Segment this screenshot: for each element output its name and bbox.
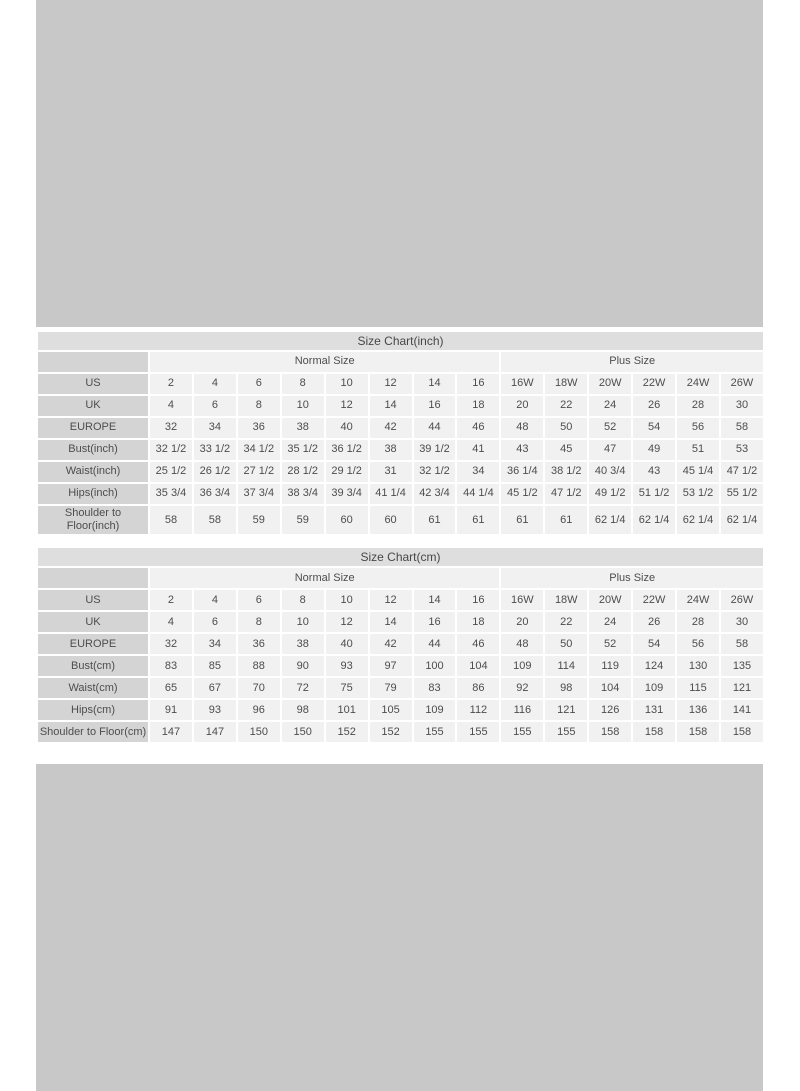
size-cell: 61 <box>457 506 499 534</box>
size-cell: 27 1/2 <box>238 462 280 482</box>
table-row <box>38 548 763 566</box>
size-cell: 52 <box>589 418 631 438</box>
size-cell: 101 <box>326 700 368 720</box>
table-row <box>38 332 763 350</box>
size-cell: 109 <box>501 656 543 676</box>
size-cell: 20 <box>501 396 543 416</box>
size-cell: 44 1/4 <box>457 484 499 504</box>
size-cell: 12 <box>370 374 412 394</box>
size-cell: 116 <box>501 700 543 720</box>
size-cell: 30 <box>721 396 763 416</box>
size-cell: 8 <box>282 590 324 610</box>
size-cell: 34 <box>194 634 236 654</box>
size-cell: 20 <box>501 612 543 632</box>
size-cell: 49 1/2 <box>589 484 631 504</box>
size-cell: 26W <box>721 374 763 394</box>
table-row <box>38 678 763 698</box>
size-cell: 34 <box>457 462 499 482</box>
size-cell: 24W <box>677 590 719 610</box>
size-cell: 30 <box>721 612 763 632</box>
size-cell: 41 1/4 <box>370 484 412 504</box>
size-cell: 28 <box>677 396 719 416</box>
size-cell: 36 <box>238 634 280 654</box>
size-cell: 53 1/2 <box>677 484 719 504</box>
size-cell: 48 <box>501 634 543 654</box>
size-cell: 115 <box>677 678 719 698</box>
size-cell: 75 <box>326 678 368 698</box>
size-cell: 36 3/4 <box>194 484 236 504</box>
size-cell: 59 <box>238 506 280 534</box>
size-cell: 24W <box>677 374 719 394</box>
size-cell: 32 <box>150 634 192 654</box>
size-cell: 58 <box>150 506 192 534</box>
size-cell: 6 <box>238 374 280 394</box>
size-cell: 36 1/2 <box>326 440 368 460</box>
size-cell: 18 <box>457 396 499 416</box>
size-cell: 98 <box>545 678 587 698</box>
corner-cell <box>38 352 148 372</box>
size-cell: 47 1/2 <box>545 484 587 504</box>
size-cell: 26 <box>633 612 675 632</box>
size-cell: 16 <box>414 396 456 416</box>
size-cell: 16W <box>501 590 543 610</box>
size-cell: 53 <box>721 440 763 460</box>
size-cell: 22W <box>633 590 675 610</box>
size-cell: 10 <box>282 396 324 416</box>
size-cell: 86 <box>457 678 499 698</box>
row-label: EUROPE <box>38 634 148 654</box>
table-title: Size Chart(cm) <box>38 548 763 566</box>
size-cell: 45 1/4 <box>677 462 719 482</box>
row-label: Bust(inch) <box>38 440 148 460</box>
size-cell: 98 <box>282 700 324 720</box>
size-cell: 16W <box>501 374 543 394</box>
size-cell: 50 <box>545 634 587 654</box>
row-label: Waist(cm) <box>38 678 148 698</box>
row-label: Shoulder to Floor(cm) <box>38 722 148 742</box>
size-cell: 34 <box>194 418 236 438</box>
size-cell: 104 <box>589 678 631 698</box>
size-cell: 109 <box>414 700 456 720</box>
size-cell: 158 <box>633 722 675 742</box>
size-cell: 48 <box>501 418 543 438</box>
size-cell: 10 <box>326 374 368 394</box>
size-cell: 32 1/2 <box>150 440 192 460</box>
size-cell: 88 <box>238 656 280 676</box>
size-cell: 22W <box>633 374 675 394</box>
size-cell: 40 3/4 <box>589 462 631 482</box>
size-cell: 12 <box>326 612 368 632</box>
size-cell: 56 <box>677 418 719 438</box>
size-cell: 58 <box>721 418 763 438</box>
size-cell: 158 <box>721 722 763 742</box>
size-cell: 135 <box>721 656 763 676</box>
size-cell: 104 <box>457 656 499 676</box>
product-image-placeholder-top <box>36 0 763 327</box>
size-cell: 97 <box>370 656 412 676</box>
size-cell: 4 <box>194 590 236 610</box>
size-cell: 126 <box>589 700 631 720</box>
size-cell: 72 <box>282 678 324 698</box>
size-cell: 44 <box>414 634 456 654</box>
size-cell: 96 <box>238 700 280 720</box>
size-cell: 22 <box>545 396 587 416</box>
group-header-plus-size: Plus Size <box>501 568 763 588</box>
table-row <box>38 656 763 676</box>
size-cell: 16 <box>414 612 456 632</box>
table-row <box>38 634 763 654</box>
size-cell: 150 <box>282 722 324 742</box>
size-cell: 47 1/2 <box>721 462 763 482</box>
size-cell: 147 <box>150 722 192 742</box>
table-row <box>38 700 763 720</box>
size-cell: 36 <box>238 418 280 438</box>
table-row <box>38 462 763 482</box>
size-chart-cm-table <box>36 546 765 744</box>
size-cell: 12 <box>326 396 368 416</box>
size-cell: 93 <box>194 700 236 720</box>
table-row <box>38 590 763 610</box>
size-cell: 32 <box>150 418 192 438</box>
size-cell: 43 <box>633 462 675 482</box>
table-row <box>38 374 763 394</box>
size-cell: 37 3/4 <box>238 484 280 504</box>
size-cell: 50 <box>545 418 587 438</box>
size-cell: 26 1/2 <box>194 462 236 482</box>
size-cell: 18W <box>545 374 587 394</box>
size-charts-section <box>36 330 765 744</box>
size-cell: 43 <box>501 440 543 460</box>
group-header-normal-size: Normal Size <box>150 352 499 372</box>
table-row <box>38 396 763 416</box>
size-cell: 155 <box>457 722 499 742</box>
size-cell: 2 <box>150 590 192 610</box>
size-cell: 16 <box>457 374 499 394</box>
size-cell: 20W <box>589 374 631 394</box>
size-cell: 31 <box>370 462 412 482</box>
size-cell: 8 <box>282 374 324 394</box>
size-cell: 32 1/2 <box>414 462 456 482</box>
corner-cell <box>38 568 148 588</box>
table-row <box>38 612 763 632</box>
size-cell: 38 <box>282 418 324 438</box>
size-cell: 6 <box>194 396 236 416</box>
size-cell: 38 <box>370 440 412 460</box>
size-cell: 40 <box>326 418 368 438</box>
size-cell: 4 <box>150 612 192 632</box>
size-cell: 121 <box>721 678 763 698</box>
table-title: Size Chart(inch) <box>38 332 763 350</box>
size-cell: 62 1/4 <box>589 506 631 534</box>
size-cell: 54 <box>633 634 675 654</box>
size-cell: 45 1/2 <box>501 484 543 504</box>
size-cell: 10 <box>326 590 368 610</box>
size-cell: 2 <box>150 374 192 394</box>
size-cell: 65 <box>150 678 192 698</box>
table-row <box>38 440 763 460</box>
size-cell: 155 <box>501 722 543 742</box>
size-cell: 51 1/2 <box>633 484 675 504</box>
size-cell: 79 <box>370 678 412 698</box>
size-cell: 14 <box>414 590 456 610</box>
size-cell: 16 <box>457 590 499 610</box>
size-cell: 158 <box>677 722 719 742</box>
size-cell: 47 <box>589 440 631 460</box>
size-cell: 155 <box>414 722 456 742</box>
size-cell: 18 <box>457 612 499 632</box>
size-cell: 24 <box>589 612 631 632</box>
size-cell: 14 <box>370 612 412 632</box>
size-cell: 8 <box>238 612 280 632</box>
size-cell: 119 <box>589 656 631 676</box>
size-cell: 26 <box>633 396 675 416</box>
size-cell: 51 <box>677 440 719 460</box>
size-cell: 152 <box>326 722 368 742</box>
size-cell: 41 <box>457 440 499 460</box>
size-cell: 39 1/2 <box>414 440 456 460</box>
size-cell: 93 <box>326 656 368 676</box>
size-cell: 42 <box>370 634 412 654</box>
size-cell: 46 <box>457 418 499 438</box>
size-cell: 18W <box>545 590 587 610</box>
size-cell: 136 <box>677 700 719 720</box>
size-cell: 28 <box>677 612 719 632</box>
product-image-placeholder-bottom <box>36 764 763 1091</box>
size-cell: 92 <box>501 678 543 698</box>
size-cell: 35 3/4 <box>150 484 192 504</box>
size-cell: 109 <box>633 678 675 698</box>
size-cell: 33 1/2 <box>194 440 236 460</box>
size-cell: 26W <box>721 590 763 610</box>
size-cell: 62 1/4 <box>677 506 719 534</box>
size-cell: 35 1/2 <box>282 440 324 460</box>
size-cell: 112 <box>457 700 499 720</box>
size-cell: 150 <box>238 722 280 742</box>
size-cell: 62 1/4 <box>633 506 675 534</box>
size-cell: 12 <box>370 590 412 610</box>
size-cell: 25 1/2 <box>150 462 192 482</box>
table-row <box>38 722 763 742</box>
size-cell: 67 <box>194 678 236 698</box>
size-cell: 34 1/2 <box>238 440 280 460</box>
size-cell: 24 <box>589 396 631 416</box>
size-cell: 40 <box>326 634 368 654</box>
table-row <box>38 484 763 504</box>
size-cell: 4 <box>194 374 236 394</box>
size-cell: 55 1/2 <box>721 484 763 504</box>
table-row <box>38 506 763 534</box>
row-label: Bust(cm) <box>38 656 148 676</box>
size-cell: 60 <box>326 506 368 534</box>
size-cell: 20W <box>589 590 631 610</box>
size-cell: 152 <box>370 722 412 742</box>
size-cell: 105 <box>370 700 412 720</box>
size-cell: 158 <box>589 722 631 742</box>
size-cell: 58 <box>721 634 763 654</box>
row-label: Waist(inch) <box>38 462 148 482</box>
size-cell: 6 <box>238 590 280 610</box>
size-cell: 114 <box>545 656 587 676</box>
size-cell: 22 <box>545 612 587 632</box>
size-cell: 14 <box>414 374 456 394</box>
row-label: Shoulder to Floor(inch) <box>38 506 148 534</box>
size-cell: 60 <box>370 506 412 534</box>
size-cell: 131 <box>633 700 675 720</box>
size-cell: 61 <box>545 506 587 534</box>
size-cell: 38 1/2 <box>545 462 587 482</box>
size-cell: 45 <box>545 440 587 460</box>
size-cell: 85 <box>194 656 236 676</box>
table-row <box>38 568 763 588</box>
row-label: Hips(inch) <box>38 484 148 504</box>
size-cell: 147 <box>194 722 236 742</box>
size-cell: 121 <box>545 700 587 720</box>
size-cell: 52 <box>589 634 631 654</box>
size-cell: 42 3/4 <box>414 484 456 504</box>
size-cell: 83 <box>150 656 192 676</box>
size-cell: 8 <box>238 396 280 416</box>
size-cell: 61 <box>414 506 456 534</box>
row-label: UK <box>38 396 148 416</box>
group-header-plus-size: Plus Size <box>501 352 763 372</box>
size-cell: 124 <box>633 656 675 676</box>
size-cell: 61 <box>501 506 543 534</box>
size-cell: 54 <box>633 418 675 438</box>
size-cell: 58 <box>194 506 236 534</box>
size-cell: 90 <box>282 656 324 676</box>
size-cell: 6 <box>194 612 236 632</box>
size-cell: 62 1/4 <box>721 506 763 534</box>
size-cell: 38 <box>282 634 324 654</box>
group-header-normal-size: Normal Size <box>150 568 499 588</box>
size-cell: 130 <box>677 656 719 676</box>
row-label: US <box>38 590 148 610</box>
size-chart-inch-table <box>36 330 765 536</box>
size-cell: 155 <box>545 722 587 742</box>
row-label: UK <box>38 612 148 632</box>
size-cell: 70 <box>238 678 280 698</box>
size-cell: 44 <box>414 418 456 438</box>
size-cell: 29 1/2 <box>326 462 368 482</box>
size-cell: 56 <box>677 634 719 654</box>
size-cell: 141 <box>721 700 763 720</box>
size-cell: 38 3/4 <box>282 484 324 504</box>
size-cell: 100 <box>414 656 456 676</box>
row-label: US <box>38 374 148 394</box>
size-cell: 36 1/4 <box>501 462 543 482</box>
size-cell: 42 <box>370 418 412 438</box>
size-cell: 4 <box>150 396 192 416</box>
table-row <box>38 418 763 438</box>
size-cell: 46 <box>457 634 499 654</box>
size-cell: 59 <box>282 506 324 534</box>
size-cell: 39 3/4 <box>326 484 368 504</box>
size-cell: 91 <box>150 700 192 720</box>
row-label: Hips(cm) <box>38 700 148 720</box>
size-cell: 10 <box>282 612 324 632</box>
table-row <box>38 352 763 372</box>
size-cell: 83 <box>414 678 456 698</box>
size-cell: 49 <box>633 440 675 460</box>
size-cell: 28 1/2 <box>282 462 324 482</box>
size-cell: 14 <box>370 396 412 416</box>
row-label: EUROPE <box>38 418 148 438</box>
